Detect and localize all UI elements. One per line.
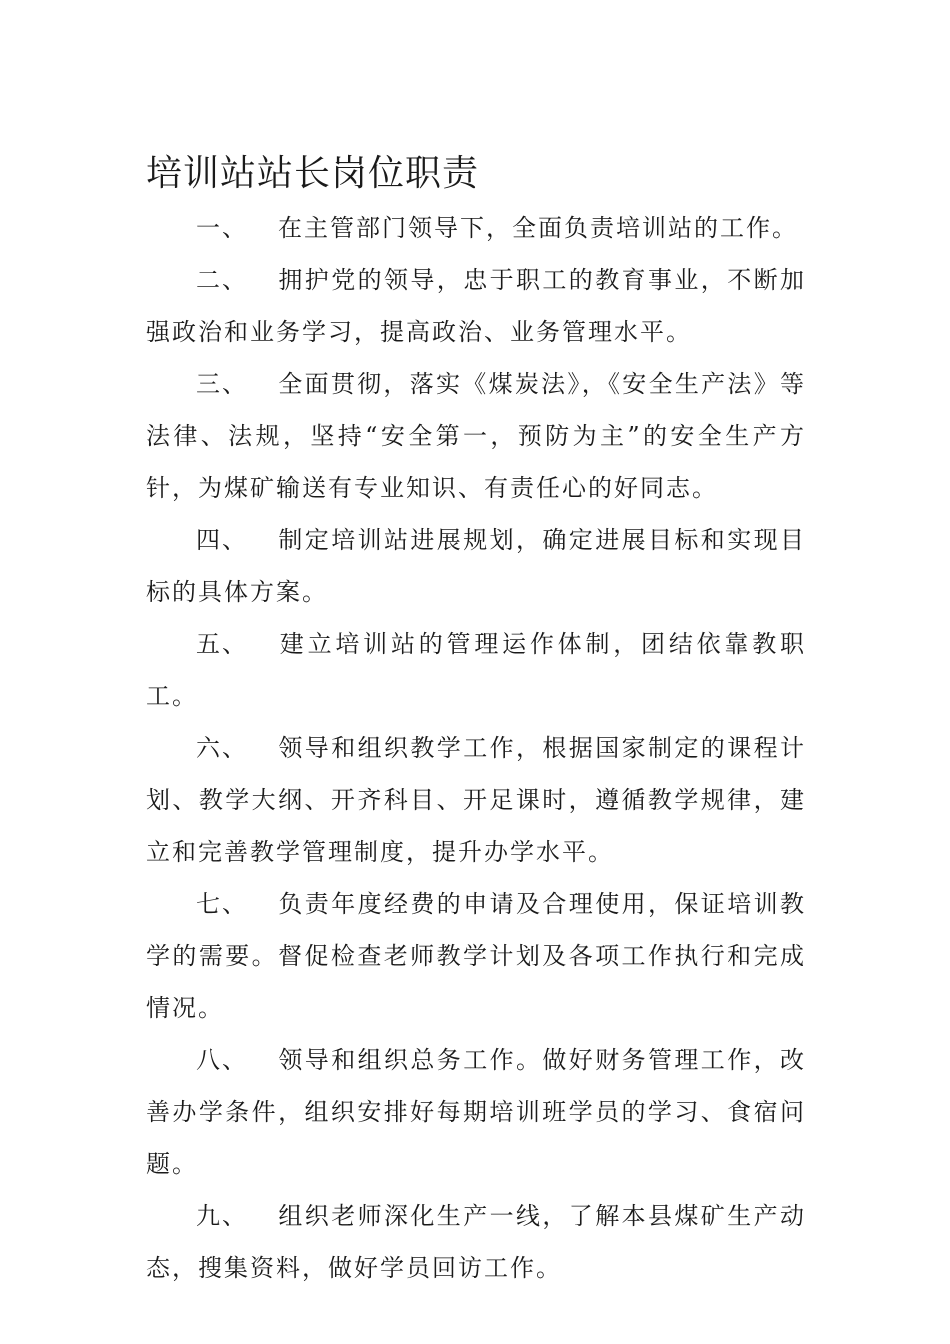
item-text: 负责年度经费的申请及合理使用，保证培训教学的需要。督促检查老师教学计划及各项工作执行和完成情况。: [146, 890, 806, 1022]
duty-item-7: [146, 878, 806, 1034]
duty-item-9: [146, 1190, 806, 1294]
item-text: 组织老师深化生产一线，了解本县煤矿生产动态，搜集资料，做好学员回访工作。: [146, 1202, 806, 1282]
item-number: 四、: [196, 526, 248, 554]
item-text: 全面贯彻，落实《煤炭法》，《安全生产法》等法律、法规，坚持“安全第一，预防为主”的安全生产方针，为煤矿输送有专业知识、有责任心的好同志。: [146, 370, 806, 502]
item-number: 九、: [196, 1202, 248, 1230]
duty-item-4: [146, 514, 806, 618]
duty-item-2: [146, 254, 806, 358]
document-title: 培训站站长岗位职责: [146, 153, 480, 194]
item-number: 二、: [196, 266, 248, 294]
item-number: 八、: [196, 1046, 248, 1074]
item-text: 在主管部门领导下，全面负责培训站的工作。: [278, 214, 798, 242]
duty-item-3: [146, 358, 806, 514]
item-text: 制定培训站进展规划，确定进展目标和实现目标的具体方案。: [146, 526, 806, 606]
item-text: 建立培训站的管理运作体制，团结依靠教职工。: [146, 630, 806, 710]
item-number: 一、: [196, 214, 248, 242]
item-text: 领导和组织总务工作。做好财务管理工作，改善办学条件，组织安排好每期培训班学员的学习、食宿问题。: [146, 1046, 806, 1178]
item-number: 六、: [196, 734, 248, 762]
duty-item-8: [146, 1034, 806, 1190]
item-number: 五、: [196, 630, 248, 658]
duty-item-5: [146, 618, 806, 722]
duty-item-6: [146, 722, 806, 878]
item-number: 七、: [196, 890, 248, 918]
item-text: 拥护党的领导，忠于职工的教育事业，不断加强政治和业务学习，提高政治、业务管理水平。: [146, 266, 806, 346]
item-number: 三、: [196, 370, 248, 398]
document-page: [146, 148, 806, 1294]
item-text: 领导和组织教学工作，根据国家制定的课程计划、教学大纲、开齐科目、开足课时，遵循教学规律，建立和完善教学管理制度，提升办学水平。: [146, 734, 806, 866]
duty-item-1: [146, 202, 806, 254]
